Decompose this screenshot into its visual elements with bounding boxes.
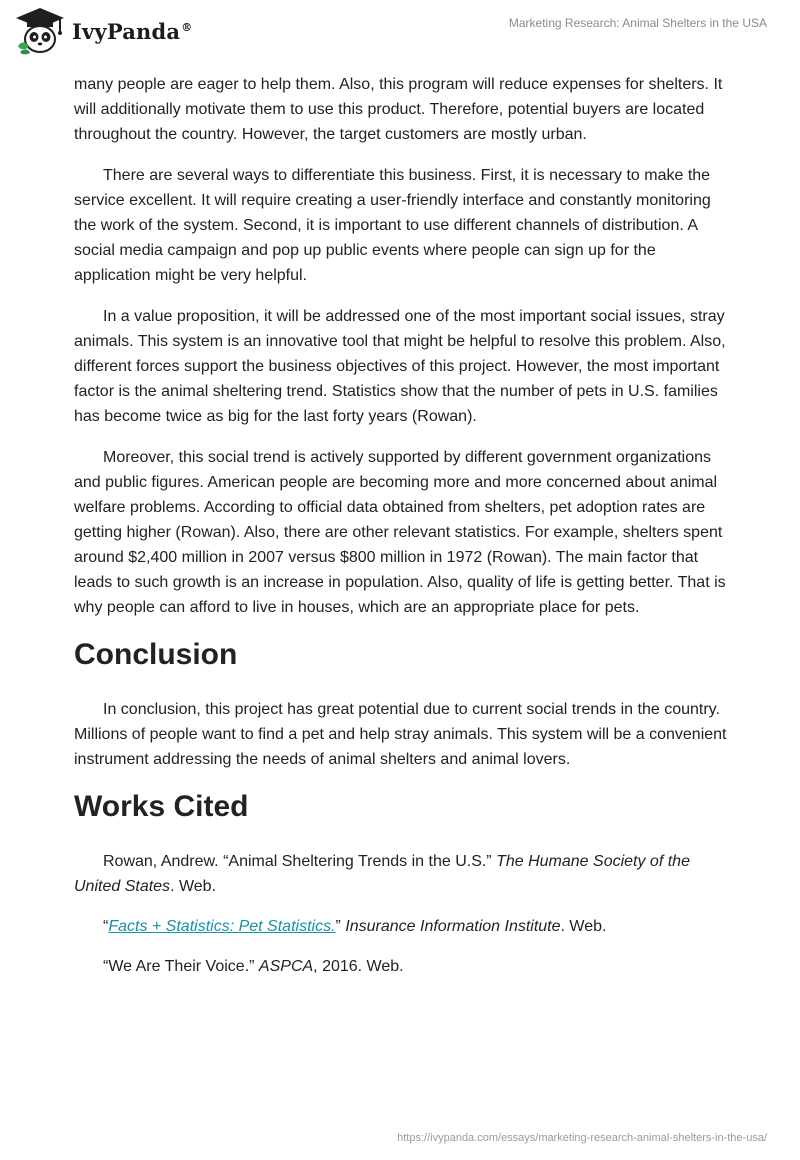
essay-content xyxy=(74,72,734,994)
citation-item: “Facts + Statistics: Pet Statistics.” Insurance Information Institute. Web. xyxy=(103,918,607,935)
body-paragraph: Moreover, this social trend is actively supported by different government organizations and public figures. American people are becoming more and more concerned about animal welfare problems. According to official data obtained from shelters, pet adoption rates are getting higher (Rowan). Also, there are other relevant statistics. For example, shelters spent around $2,400 million in 2007 versus $800 million in 1972 (Rowan). The main factor that leads to such growth is an increase in population. Also, quality of life is getting better. That is why people can afford to live in houses, which are an appropriate place for pets. xyxy=(74,449,726,616)
citation-item: “We Are Their Voice.” ASPCA, 2016. Web. xyxy=(103,958,404,975)
body-paragraph: In a value proposition, it will be addressed one of the most important social issues, stray animals. This system is an innovative tool that might be helpful to resolve this problem. Also, different forces support the business objectives of this project. However, the most important factor is the animal sheltering trend. Statistics show that the number of pets in U.S. families has become twice as big for the last forty years (Rowan). xyxy=(74,308,726,425)
brand-name: IvyPanda® xyxy=(72,18,193,44)
body-paragraph: There are several ways to differentiate this business. First, it is necessary to make the service excellent. It will require creating a user-friendly interface and constantly monitoring the work of the system. Second, it is important to use different channels of distribution. A social media campaign and pop up public events where people can sign up for the application might be very helpful. xyxy=(74,167,711,284)
body-paragraph: many people are eager to help them. Also, this program will reduce expenses for shelters. It will additionally motivate them to use this product. Therefore, potential buyers are located throughout the country. However, the target customers are mostly urban. xyxy=(74,76,723,143)
conclusion-paragraph: In conclusion, this project has great potential due to current social trends in the country. Millions of people want to find a pet and help stray animals. This system will be a convenient instrument addressing the needs of animal shelters and animal lovers. xyxy=(74,701,727,768)
source-url[interactable]: https://ivypanda.com/essays/marketing-research-animal-shelters-in-the-usa/ xyxy=(397,1132,767,1144)
panda-graduate-icon xyxy=(14,6,66,56)
brand-logo[interactable] xyxy=(14,6,192,56)
conclusion-heading: Conclusion xyxy=(74,638,238,671)
page-header xyxy=(0,0,800,64)
citation-link[interactable]: Facts + Statistics: Pet Statistics. xyxy=(108,918,336,935)
works-cited-heading: Works Cited xyxy=(74,790,249,823)
running-title: Marketing Research: Animal Shelters in the USA xyxy=(508,16,767,30)
citation-item: Rowan, Andrew. “Animal Sheltering Trends in the U.S.” The Humane Society of the United States. Web. xyxy=(74,853,690,895)
